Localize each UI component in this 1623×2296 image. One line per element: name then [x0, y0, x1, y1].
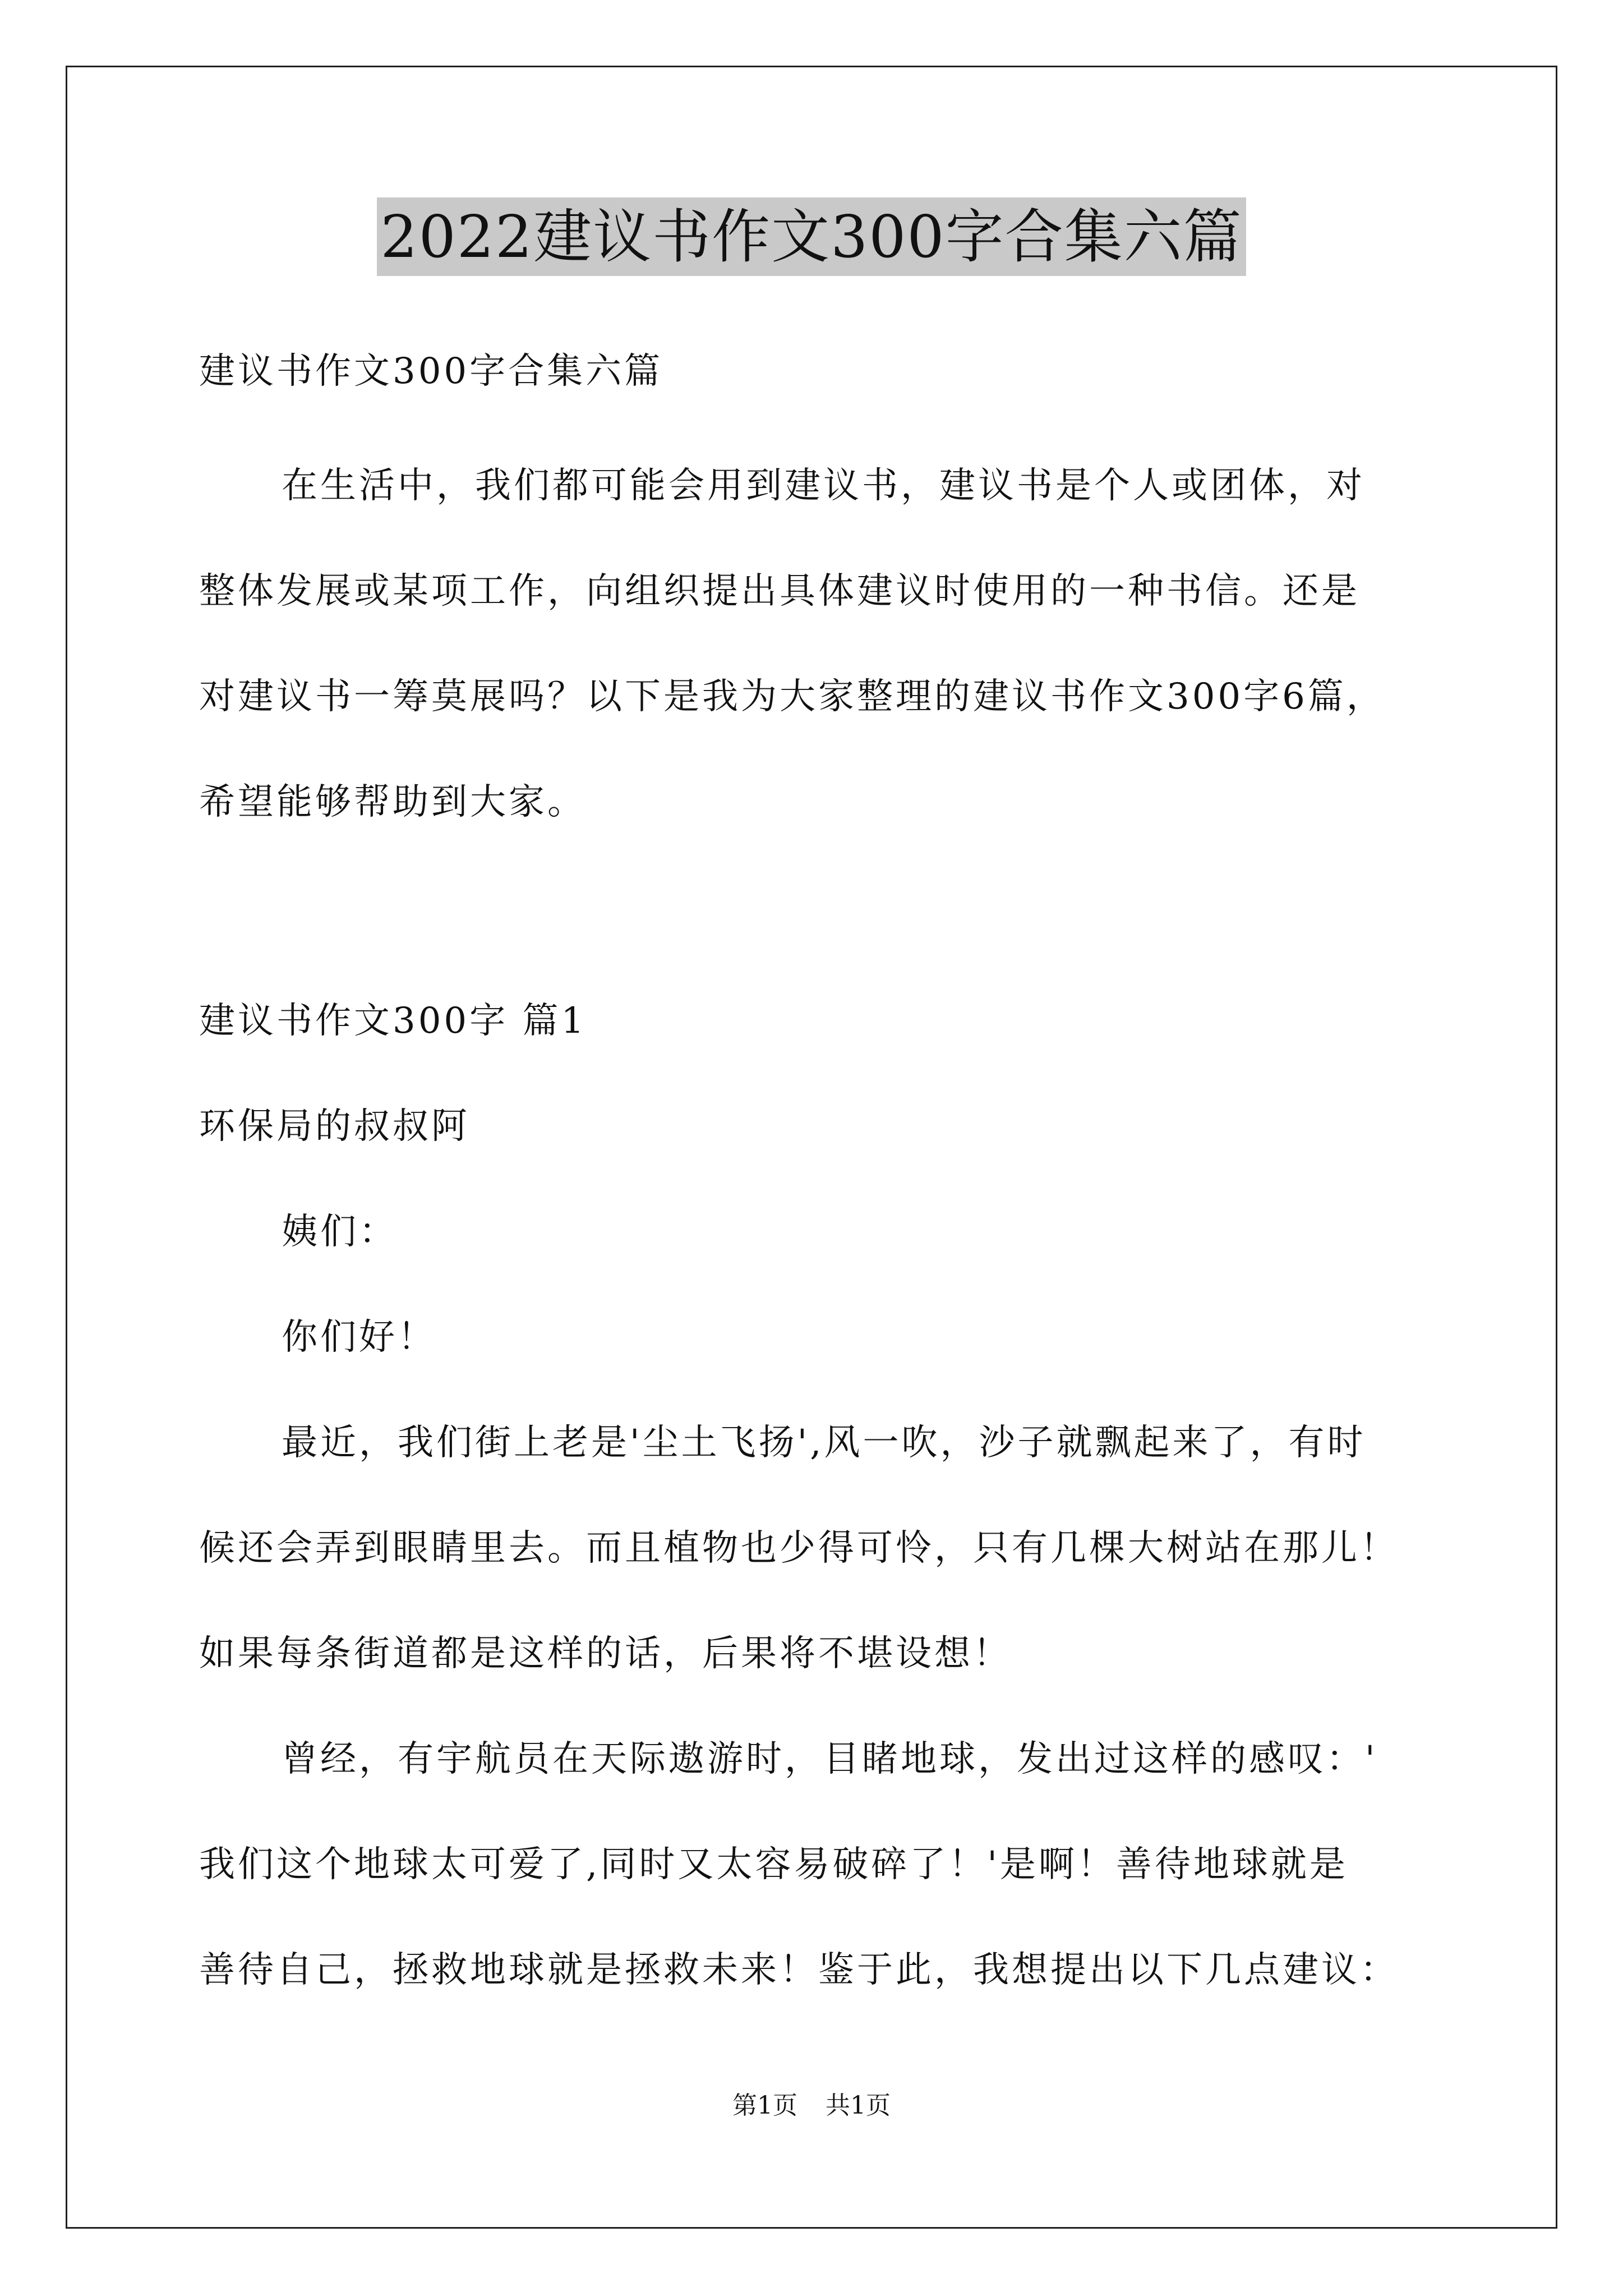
salutation-line-1: 环保局的叔叔阿: [199, 1106, 470, 1147]
para1-line-1: 最近，我们街上老是'尘土飞扬',风一吹，沙子就飘起来了，有时: [282, 1422, 1366, 1464]
title-container: [0, 197, 1623, 276]
para2-line-1: 曾经，有宇航员在天际遨游时，目睹地球，发出过这样的感叹：': [282, 1738, 1378, 1780]
para2-line-3: 善待自己，拯救地球就是拯救未来！鉴于此，我想提出以下几点建议：: [199, 1949, 1399, 1991]
document-title: 2022建议书作文300字合集六篇: [377, 197, 1246, 276]
section-heading: 建议书作文300字 篇1: [199, 1000, 587, 1042]
para1-line-3: 如果每条街道都是这样的话，后果将不堪设想！: [199, 1633, 1012, 1674]
subtitle: 建议书作文300字合集六篇: [199, 351, 663, 392]
intro-line-2: 整体发展或某项工作，向组织提出具体建议时使用的一种书信。还是: [199, 570, 1360, 612]
salutation-line-2: 姨们：: [282, 1211, 398, 1253]
greeting: 你们好！: [282, 1317, 436, 1358]
intro-line-3: 对建议书一筹莫展吗？以下是我为大家整理的建议书作文300字6篇，: [199, 676, 1385, 717]
para2-line-2: 我们这个地球太可爱了,同时又太容易破碎了！'是啊！善待地球就是: [199, 1844, 1348, 1885]
para1-line-2: 候还会弄到眼睛里去。而且植物也少得可怜，只有几棵大树站在那儿！: [199, 1527, 1399, 1569]
intro-line-4: 希望能够帮助到大家。: [199, 781, 586, 823]
page-footer: [0, 2089, 1623, 2123]
intro-line-1: 在生活中，我们都可能会用到建议书，建议书是个人或团体，对: [282, 465, 1365, 507]
page-total: 共1页: [826, 2091, 891, 2120]
page-number: 第1页: [732, 2091, 797, 2120]
